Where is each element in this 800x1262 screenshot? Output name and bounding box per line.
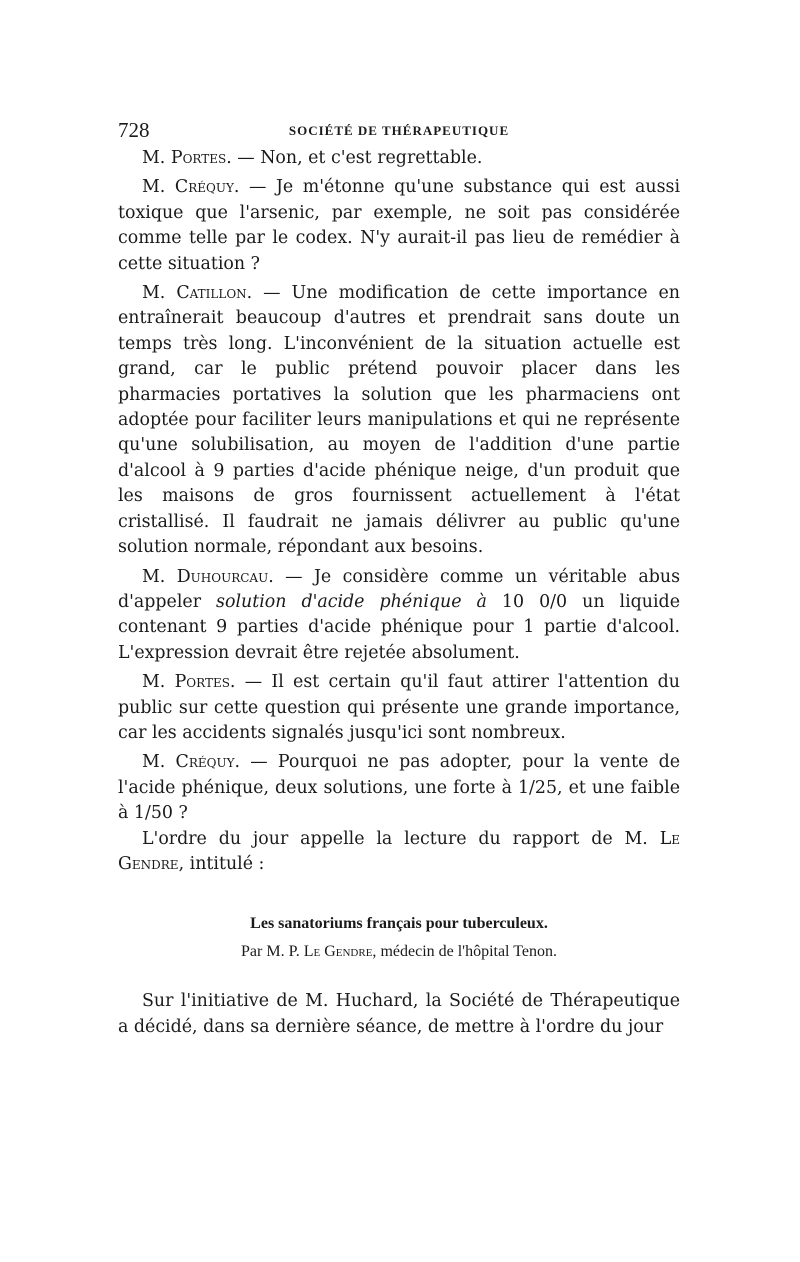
paragraph-text: — Il est certain qu'il faut attirer l'attention du public sur cette question qui présente une grande importance, car les accidents signalés jusqu'ici sont nombreux. — [118, 672, 680, 743]
paragraph-text: intitulé : — [184, 853, 265, 874]
speaker-name: Le Gendre, — [118, 828, 680, 874]
speaker-name: M. Catillon. — [142, 283, 253, 304]
paragraph-crequy-2 — [118, 750, 680, 826]
speaker-name: M. Créquy. — [142, 177, 240, 198]
italic-phrase: solution d'acide phénique à — [216, 591, 487, 612]
page-number: 728 — [118, 118, 150, 142]
article-heading — [118, 913, 680, 967]
paragraph-ordre-du-jour — [118, 827, 680, 878]
book-page — [118, 118, 680, 1040]
paragraph-crequy-1 — [118, 175, 680, 277]
speaker-name: M. Portes. — [142, 672, 236, 693]
speaker-name: M. Portes. — [142, 148, 232, 168]
article-opening-paragraph: Sur l'initiative de M. Huchard, la Société de Thérapeutique a décidé, dans sa dernière séance, de mettre à l'ordre du jour — [118, 991, 680, 1037]
speaker-name: M. Duhourcau. — [142, 566, 274, 587]
running-head — [118, 118, 680, 146]
paragraph-text: — Non, et c'est regrettable. — [231, 148, 483, 168]
journal-title: SOCIÉTÉ DE THÉRAPEUTIQUE — [288, 123, 510, 138]
paragraph-duhourcau — [118, 565, 680, 667]
paragraph-text: — Je considère comme un véritable abus d'appeler — [118, 566, 681, 612]
paragraph-text: 10 0/0 un liquide contenant 9 parties d'acide phénique pour 1 partie d'alcool. L'expression devrait être rejetée absolument. — [118, 591, 680, 663]
paragraph-text: — Je m'étonne qu'une substance qui est aussi toxique que l'arsenic, par exemple, ne soit pas considérée comme telle par le codex. N'y aurait-il pas lieu de remédier à cette situation ? — [118, 177, 681, 274]
paragraph-text: L'ordre du jour appelle la lecture du rapport de M. — [142, 828, 660, 849]
paragraph-portes-2 — [118, 670, 680, 746]
byline-prefix: Par M. P. — [241, 943, 304, 961]
article-title: Les sanatoriums français pour tuberculeux. — [250, 915, 548, 933]
paragraph-text: — Pourquoi ne pas adopter, pour la vente de l'acide phénique, deux solutions, une forte à 1/25, et une faible à 1/50 ? — [118, 752, 680, 824]
byline-suffix: médecin de l'hôpital Tenon. — [376, 943, 557, 961]
article-byline — [118, 937, 680, 967]
speaker-name: M. Créquy. — [142, 752, 241, 773]
paragraph-text: — Une modification de cette importance en entraînerait beaucoup d'autres et prendrait sans doute un temps très long. L'inconvénient de la situation actuelle est grand, car le public prétend pouvoir placer dans les pharmacies portatives la solution que les pharmaciens ont adoptée pour faciliter leurs manipulations et qui ne représente qu'une solubilisation, au moyen de l'addition d'une partie d'alcool à 9 parties d'acide phénique neige, d'un produit que les maisons de gros fournissent actuellement à l'état cristallisé. Il faudrait ne jamais délivrer au public qu'une solution normale, répondant aux besoins. — [118, 283, 680, 558]
author-name: Le Gendre, — [303, 943, 377, 961]
paragraph-catillon — [118, 281, 680, 560]
paragraph-portes-1 — [118, 146, 680, 171]
